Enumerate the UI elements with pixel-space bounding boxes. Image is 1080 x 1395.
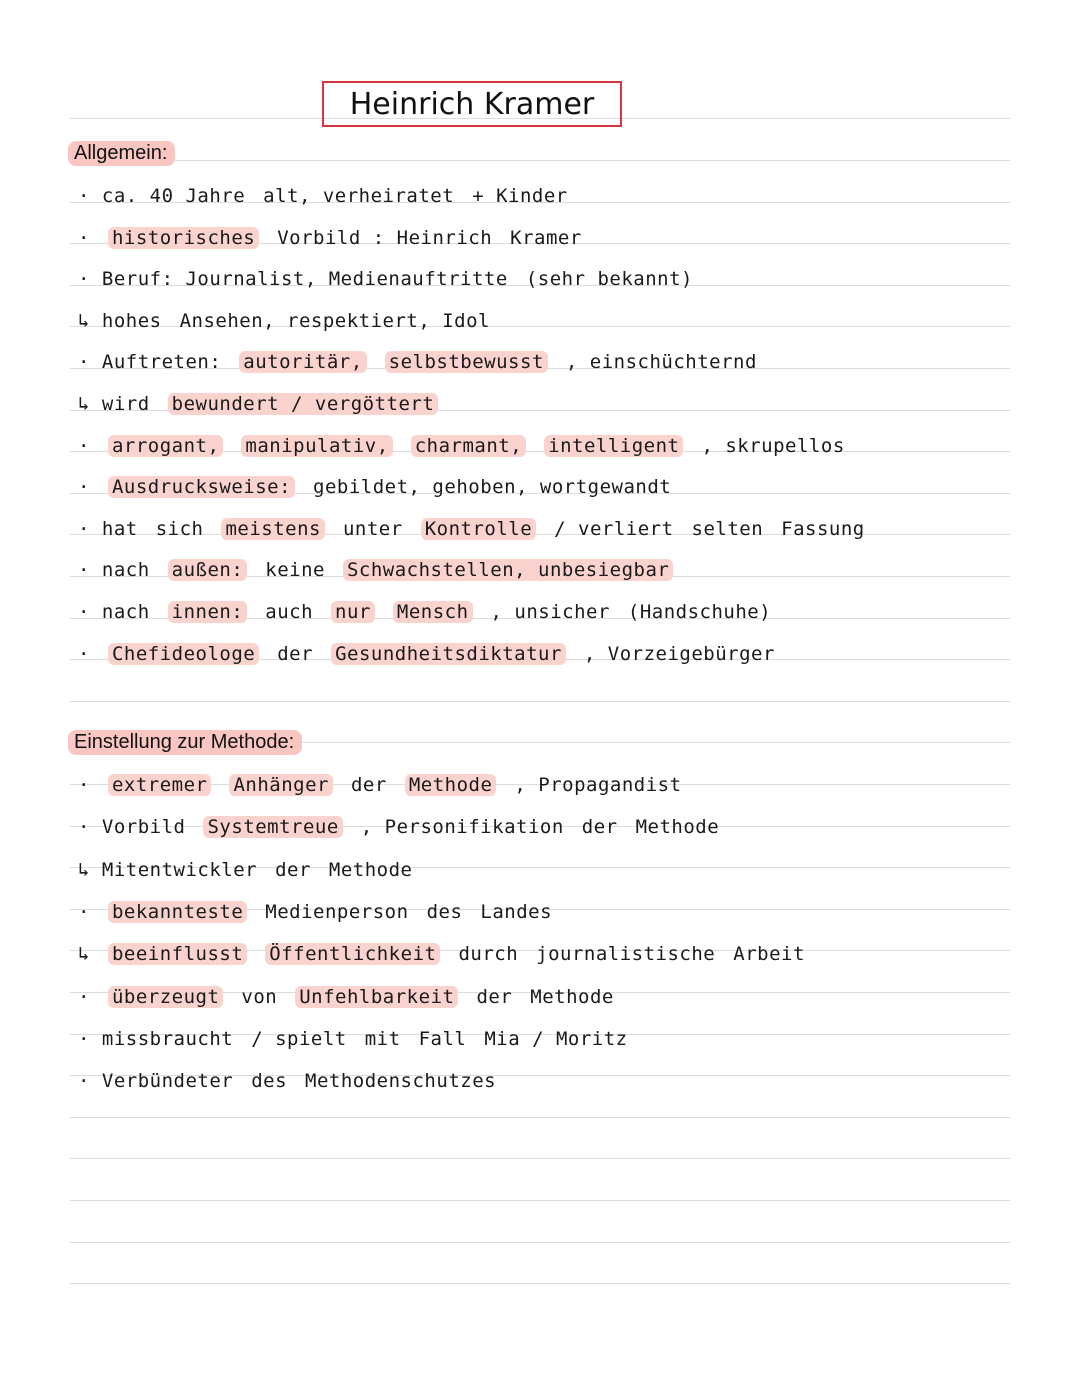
note-line bbox=[78, 1019, 646, 1059]
note-text: Arbeit bbox=[733, 943, 805, 966]
note-line bbox=[78, 634, 793, 674]
note-text: Vorbild : Heinrich bbox=[277, 226, 493, 249]
note-text: · bbox=[78, 774, 90, 796]
note-text: + Kinder bbox=[472, 185, 568, 207]
note-line bbox=[78, 384, 456, 424]
note-text: , skrupellos bbox=[701, 434, 845, 457]
section-heading-allgemein: Allgemein: bbox=[68, 141, 175, 166]
note-text: Kramer bbox=[510, 226, 582, 249]
note-text: · missbraucht bbox=[78, 1027, 234, 1050]
note-text: Landes bbox=[480, 900, 553, 923]
ruled-line bbox=[70, 1200, 1010, 1201]
section-heading-einstellung: Einstellung zur Methode: bbox=[68, 730, 302, 755]
highlighted-text: intelligent bbox=[544, 435, 683, 457]
ruled-line bbox=[70, 160, 1010, 161]
note-line bbox=[78, 342, 775, 382]
note-text: , Personifikation bbox=[360, 816, 564, 839]
note-line bbox=[78, 509, 883, 549]
note-text: selten bbox=[691, 517, 764, 540]
highlighted-text: arrogant, bbox=[108, 435, 223, 457]
highlighted-text: Mensch bbox=[393, 601, 473, 623]
note-line bbox=[78, 467, 689, 507]
note-text: Fall bbox=[418, 1027, 467, 1050]
note-text: der bbox=[581, 816, 618, 839]
note-text: · bbox=[78, 900, 90, 923]
note-text: Methode bbox=[328, 858, 413, 881]
note-line bbox=[78, 218, 600, 258]
highlighted-text: Anhänger bbox=[229, 774, 333, 796]
note-text: · nach bbox=[78, 559, 150, 582]
note-line bbox=[78, 892, 570, 932]
highlighted-text: Ausdrucksweise: bbox=[108, 476, 295, 498]
note-text: · hat bbox=[78, 517, 138, 540]
highlighted-text: extremer bbox=[108, 774, 212, 796]
note-text: · bbox=[78, 476, 90, 499]
highlighted-text: historisches bbox=[108, 227, 259, 249]
note-text: ↳ wird bbox=[78, 393, 150, 415]
note-text: des bbox=[426, 900, 463, 923]
note-line bbox=[78, 977, 632, 1017]
note-text: sich bbox=[155, 517, 204, 540]
note-text: ↳ Mitentwickler bbox=[78, 858, 258, 881]
note-text: · Auftreten: bbox=[78, 351, 222, 374]
note-text: / verliert bbox=[554, 517, 674, 540]
note-text: Ansehen, respektiert, Idol bbox=[179, 309, 490, 332]
ruled-line bbox=[70, 701, 1010, 702]
note-text: , Propagandist bbox=[514, 774, 682, 796]
note-text: / spielt bbox=[251, 1027, 347, 1050]
note-text: journalistische bbox=[536, 943, 716, 966]
note-text: Methode bbox=[635, 816, 720, 839]
highlighted-text: Unfehlbarkeit bbox=[295, 986, 458, 1008]
note-line bbox=[78, 550, 691, 590]
note-line bbox=[78, 592, 789, 632]
note-line bbox=[78, 1061, 514, 1101]
note-text: (Handschuhe) bbox=[627, 601, 772, 623]
note-line bbox=[78, 301, 508, 341]
note-text: · Beruf: Journalist, Medienauftritte bbox=[78, 268, 508, 291]
note-text: · ca. 40 Jahre bbox=[78, 185, 246, 207]
note-text: auch bbox=[265, 601, 314, 623]
note-line bbox=[78, 850, 431, 890]
note-text: (sehr bekannt) bbox=[525, 268, 693, 291]
ruled-line bbox=[70, 1117, 1010, 1118]
highlighted-text: bewundert / vergöttert bbox=[168, 393, 439, 415]
note-text: ↳ hohes bbox=[78, 309, 162, 332]
page-title: Heinrich Kramer bbox=[322, 81, 622, 127]
note-text: Medienperson bbox=[265, 900, 409, 923]
note-text: von bbox=[241, 985, 278, 1008]
note-line bbox=[78, 176, 586, 216]
highlighted-text: Öffentlichkeit bbox=[265, 943, 440, 965]
note-text: mit bbox=[364, 1027, 401, 1050]
ruled-line bbox=[70, 1242, 1010, 1243]
note-text: des bbox=[251, 1070, 288, 1093]
highlighted-text: Methode bbox=[405, 774, 497, 796]
note-text: ↳ bbox=[78, 943, 90, 966]
note-text: Methodenschutzes bbox=[305, 1070, 497, 1093]
note-text: Mia / Moritz bbox=[484, 1027, 628, 1050]
note-text: durch bbox=[458, 943, 519, 966]
ruled-line bbox=[70, 1158, 1010, 1159]
note-line bbox=[78, 426, 863, 466]
highlighted-text: selbstbewusst bbox=[385, 351, 548, 373]
highlighted-text: Chefideologe bbox=[108, 643, 259, 665]
highlighted-text: bekannteste bbox=[108, 901, 247, 923]
note-text: · Vorbild bbox=[78, 816, 186, 839]
note-text: alt, verheiratet bbox=[263, 185, 455, 207]
highlighted-text: charmant, bbox=[411, 435, 526, 457]
highlighted-text: Systemtreue bbox=[203, 816, 342, 838]
note-text: unter bbox=[342, 517, 403, 540]
note-text: , unsicher bbox=[490, 601, 610, 623]
highlighted-text: autoritär, bbox=[239, 351, 366, 373]
note-text: keine bbox=[265, 559, 325, 582]
note-text: · bbox=[78, 642, 90, 665]
note-text: · nach bbox=[78, 601, 150, 623]
highlighted-text: außen: bbox=[168, 559, 248, 581]
note-text: Fassung bbox=[781, 517, 865, 540]
note-text: der bbox=[275, 858, 311, 881]
note-text: der bbox=[277, 642, 314, 665]
note-text: · bbox=[78, 985, 90, 1008]
note-line bbox=[78, 934, 823, 974]
highlighted-text: Schwachstellen, unbesiegbar bbox=[343, 559, 673, 581]
note-text: gebildet, gehoben, wortgewandt bbox=[313, 476, 672, 499]
note-line bbox=[78, 765, 700, 805]
note-line bbox=[78, 259, 711, 299]
note-line bbox=[78, 807, 737, 847]
note-text: der bbox=[476, 985, 513, 1008]
note-text: der bbox=[350, 774, 387, 796]
note-text: Methode bbox=[530, 985, 614, 1008]
highlighted-text: beeinflusst bbox=[108, 943, 247, 965]
note-text: · Verbündeter bbox=[78, 1070, 234, 1093]
highlighted-text: innen: bbox=[168, 601, 248, 623]
highlighted-text: manipulativ, bbox=[241, 435, 392, 457]
note-text: , Vorzeigebürger bbox=[583, 642, 775, 665]
note-text: , einschüchternd bbox=[565, 351, 757, 374]
note-text: · bbox=[78, 226, 90, 249]
highlighted-text: überzeugt bbox=[108, 986, 223, 1008]
ruled-line bbox=[70, 1283, 1010, 1284]
highlighted-text: meistens bbox=[221, 518, 325, 540]
note-text: · bbox=[78, 434, 90, 457]
highlighted-text: Kontrolle bbox=[421, 518, 536, 540]
highlighted-text: Gesundheitsdiktatur bbox=[331, 643, 566, 665]
highlighted-text: nur bbox=[331, 601, 375, 623]
